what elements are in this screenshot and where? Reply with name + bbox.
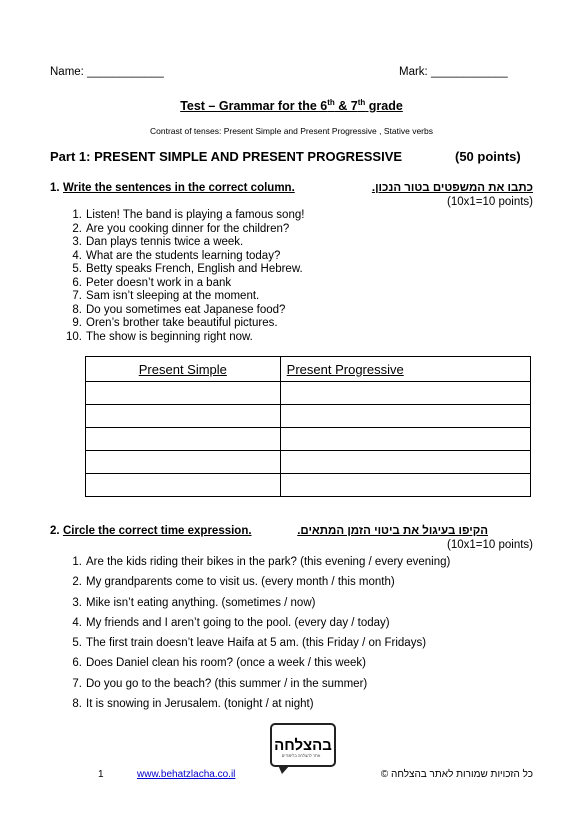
page-subtitle: Contrast of tenses: Present Simple and Present Progressive , Stative verbs bbox=[150, 126, 433, 136]
page-number: 1 bbox=[98, 769, 104, 780]
section2-points: (10x1=10 points) bbox=[447, 539, 533, 551]
name-field: Name: ____________ bbox=[50, 66, 164, 78]
item-text: My grandparents come to visit us. (every month / this month) bbox=[86, 576, 395, 589]
list-item bbox=[50, 613, 450, 633]
title-suffix: grade bbox=[365, 99, 403, 114]
table-row bbox=[86, 428, 531, 451]
item-number: 7. bbox=[72, 290, 82, 302]
item-text: Oren’s brother take beautiful pictures. bbox=[86, 317, 278, 329]
header-label-simple: Present Simple bbox=[138, 361, 227, 377]
item-text: Does Daniel clean his room? (once a week / this week) bbox=[86, 657, 366, 670]
answer-table bbox=[85, 356, 531, 497]
item-text: It is snowing in Jerusalem. (tonight / at night) bbox=[86, 698, 314, 711]
column-header-present-progressive bbox=[280, 357, 530, 382]
item-number: 10. bbox=[66, 330, 82, 343]
table-row bbox=[86, 474, 531, 497]
part1-heading: Part 1: PRESENT SIMPLE AND PRESENT PROGRESSIVE bbox=[50, 149, 403, 164]
title-mid: & 7 bbox=[334, 99, 358, 114]
item-text: Peter doesn’t work in a bank bbox=[86, 276, 232, 289]
section2-hebrew: הקיפו בעיגול את ביטוי הזמן המתאים. bbox=[297, 525, 488, 537]
item-text: Do you sometimes eat Japanese food? bbox=[86, 303, 286, 316]
list-item bbox=[50, 633, 450, 653]
list-item bbox=[50, 593, 450, 613]
item-text: Betty speaks French, English and Hebrew. bbox=[86, 263, 303, 275]
section1-sentence-list bbox=[50, 209, 304, 344]
item-number: 6. bbox=[72, 657, 82, 670]
item-number: 8. bbox=[72, 698, 82, 711]
list-item bbox=[50, 277, 304, 291]
item-number: 6. bbox=[72, 276, 82, 289]
item-text: Do you go to the beach? (this summer / in the summer) bbox=[86, 677, 368, 690]
answer-cell[interactable] bbox=[86, 405, 281, 428]
item-text: Sam isn’t sleeping at the moment. bbox=[86, 290, 260, 302]
header-label-progressive: Present Progressive bbox=[286, 361, 404, 377]
item-text: The show is beginning right now. bbox=[86, 330, 253, 343]
section1-points: (10x1=10 points) bbox=[447, 196, 533, 208]
title-prefix: Test – Grammar for the 6 bbox=[180, 99, 328, 114]
item-number: 4. bbox=[72, 616, 82, 629]
list-item bbox=[50, 290, 304, 304]
answer-cell[interactable] bbox=[280, 451, 530, 474]
item-text: Mike isn’t eating anything. (sometimes / now) bbox=[86, 596, 316, 609]
answer-cell[interactable] bbox=[86, 451, 281, 474]
table-row bbox=[86, 451, 531, 474]
item-text: Dan plays tennis twice a week. bbox=[86, 236, 244, 248]
item-number: 3. bbox=[72, 596, 82, 609]
answer-cell[interactable] bbox=[86, 474, 281, 497]
mark-field: Mark: ____________ bbox=[399, 66, 508, 78]
section1-hebrew: כתבו את המשפטים בטור הנכון. bbox=[371, 182, 533, 194]
list-item bbox=[50, 250, 304, 264]
item-text: My friends and I aren’t going to the pool. (every day / today) bbox=[86, 616, 390, 629]
footer-website-link[interactable]: www.behatzlacha.co.il bbox=[137, 769, 236, 780]
item-number: 7. bbox=[72, 677, 82, 690]
answer-cell[interactable] bbox=[280, 405, 530, 428]
item-number: 4. bbox=[72, 249, 82, 262]
title-sup-1: th bbox=[327, 98, 335, 107]
table-row bbox=[86, 405, 531, 428]
section2-question-list bbox=[50, 552, 450, 714]
title-sup-2: th bbox=[357, 98, 366, 107]
list-item bbox=[50, 331, 304, 345]
list-item bbox=[50, 552, 450, 572]
list-item bbox=[50, 317, 304, 331]
item-text: Are you cooking dinner for the children? bbox=[86, 222, 290, 235]
table-row bbox=[86, 382, 531, 405]
item-number: 5. bbox=[72, 263, 82, 275]
answer-cell[interactable] bbox=[86, 428, 281, 451]
logo-subtext: אתר להצלחה בלימודים bbox=[281, 753, 321, 758]
section1-number: 1. bbox=[50, 182, 60, 194]
behatzlacha-logo: בהצלחה bbox=[270, 723, 336, 767]
section1-instruction: Write the sentences in the correct column. bbox=[63, 182, 295, 194]
answer-cell[interactable] bbox=[86, 382, 281, 405]
item-number: 1. bbox=[72, 209, 82, 221]
list-item bbox=[50, 674, 450, 694]
item-number: 2. bbox=[72, 222, 82, 235]
item-text: Listen! The band is playing a famous song! bbox=[86, 209, 305, 221]
column-header-present-simple bbox=[86, 357, 281, 382]
section2-instruction: Circle the correct time expression. bbox=[63, 525, 252, 537]
item-number: 1. bbox=[72, 556, 82, 568]
page-title bbox=[0, 98, 583, 113]
item-number: 9. bbox=[72, 317, 82, 329]
list-item bbox=[50, 653, 450, 673]
section2-number: 2. bbox=[50, 525, 60, 537]
list-item bbox=[50, 223, 304, 237]
item-number: 2. bbox=[72, 576, 82, 589]
footer-copyright: כל הזכויות שמורות לאתר בהצלחה © bbox=[380, 769, 533, 780]
answer-cell[interactable] bbox=[280, 382, 530, 405]
part1-points: (50 points) bbox=[455, 149, 521, 164]
item-number: 5. bbox=[72, 637, 82, 650]
answer-cell[interactable] bbox=[280, 474, 530, 497]
list-item bbox=[50, 263, 304, 277]
item-number: 3. bbox=[72, 236, 82, 248]
list-item bbox=[50, 209, 304, 223]
item-text: The first train doesn’t leave Haifa at 5 am. (this Friday / on Fridays) bbox=[86, 637, 427, 650]
item-text: Are the kids riding their bikes in the park? (this evening / every evening) bbox=[86, 556, 451, 568]
list-item bbox=[50, 304, 304, 318]
answer-cell[interactable] bbox=[280, 428, 530, 451]
item-number: 8. bbox=[72, 303, 82, 316]
item-text: What are the students learning today? bbox=[86, 249, 281, 262]
list-item bbox=[50, 236, 304, 250]
list-item bbox=[50, 572, 450, 592]
list-item bbox=[50, 694, 450, 714]
